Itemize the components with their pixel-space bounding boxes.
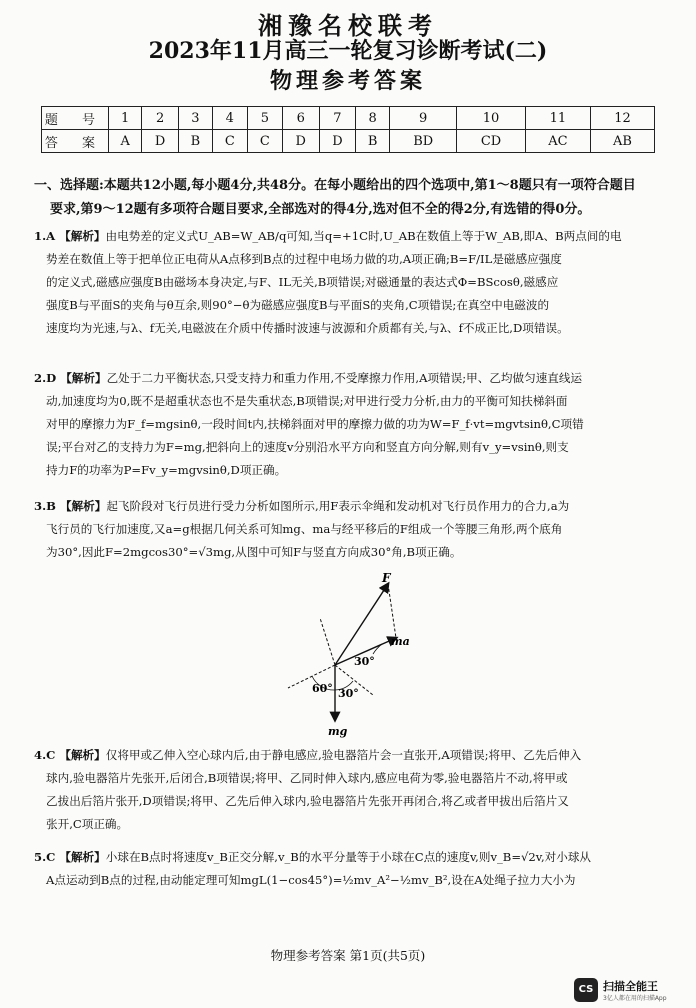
answer-row [42, 130, 655, 153]
question-number-cell: 3 [178, 107, 212, 130]
force-diagram [278, 570, 428, 738]
explanation-line: A点运动到B点的过程,由动能定理可知mgL(1−cos45°)=½mv_A²−½mv_B²,设在A处绳子拉力大小为 [46, 873, 576, 887]
answer-cell: C [247, 130, 282, 153]
explanation-line: 起飞阶段对飞行员进行受力分析如图所示,用F表示伞绳和发动机对飞行员作用力的合力,a为 [106, 499, 570, 513]
question-1-explanation [34, 225, 664, 340]
explanation-line: 乙处于二力平衡状态,只受支持力和重力作用,不受摩擦力作用,A项错误;甲、乙均做匀速直线运 [106, 371, 583, 385]
question-number-cell: 5 [247, 107, 282, 130]
question-4-explanation [34, 744, 664, 836]
explanation-line: 强度B与平面S的夹角与θ互余,则90°−θ为磁感应强度B与平面S的夹角,C项错误;在真空中电磁波的 [46, 298, 550, 312]
explanation-line: 误;平台对乙的支持力为F=mg,把斜向上的速度v分别沿水平方向和竖直方向分解,则有v_y=vsinθ,则支 [46, 440, 569, 454]
question-5-head: 5.C 【解析】 [34, 850, 106, 864]
scanner-slogan: 3亿人都在用的扫描App [603, 995, 667, 1002]
explanation-line: 为30°,因此F=2mgcos30°=√3mg,从图中可知F与竖直方向成30°角,B项正确。 [46, 545, 462, 559]
section-line: 要求,第9～12题有多项符合题目要求,全部选对的得4分,选对但不全的得2分,有选错的得0分。 [50, 202, 591, 217]
question-1-head: 1.A 【解析】 [34, 229, 106, 243]
question-3-head: 3.B 【解析】 [34, 499, 107, 513]
answer-cell: A [109, 130, 142, 153]
explanation-line: 乙拔出后箔片张开,D项错误;将甲、乙先后伸入球内,验电器箔片先张开再闭合,将乙或者甲拔出后箔片又 [46, 794, 569, 808]
question-3-explanation [34, 495, 664, 564]
explanation-line: 由电势差的定义式U_AB=W_AB/q可知,当q=+1C时,U_AB在数值上等于W_AB,即A、B两点间的电 [105, 229, 622, 243]
exam-name-title: 2023年11月高三一轮复习诊断考试(二) [148, 38, 548, 64]
exam-org-title: 湘豫名校联考 [258, 11, 438, 40]
answer-key-title: 物理参考答案 [269, 68, 426, 94]
section-instructions [34, 174, 664, 222]
question-2-explanation [34, 367, 664, 482]
explanation-line: 张开,C项正确。 [46, 817, 129, 831]
angle-label-bottom: 30° [338, 687, 359, 700]
dashed-guide-up [320, 618, 335, 665]
answer-cell: B [356, 130, 390, 153]
question-number-label: 题 号 [42, 107, 109, 130]
explanation-line: 球内,验电器箔片先张开,后闭合,B项错误;将甲、乙同时伸入球内,感应电荷为零,验电器箔片不动,将甲或 [46, 771, 568, 785]
explanation-line: 速度均为光速,与λ、f无关,电磁波在介质中传播时波速与波源和介质都有关,与λ、f不成正比,D项错误。 [46, 321, 569, 335]
label-ma: ma [391, 635, 410, 648]
question-2-head: 2.D 【解析】 [34, 371, 107, 385]
question-5-explanation [34, 846, 664, 892]
explanation-line: 仅将甲或乙伸入空心球内后,由于静电感应,验电器箔片会一直张开,A项错误;将甲、乙先后伸入 [105, 748, 582, 762]
answer-cell: AC [525, 130, 590, 153]
answer-label: 答 案 [42, 130, 109, 153]
scanner-logo-icon: CS [574, 978, 598, 1002]
question-number-cell: 7 [319, 107, 356, 130]
scanner-watermark [574, 978, 692, 1004]
explanation-line: 动,加速度均为0,既不是超重状态也不是失重状态,B项错误;对甲进行受力分析,由力的平衡可知扶梯斜面 [46, 394, 568, 408]
question-number-cell: 9 [390, 107, 457, 130]
label-F: F [382, 571, 391, 585]
question-number-cell: 10 [457, 107, 525, 130]
angle-label-top: 30° [354, 655, 375, 668]
explanation-line: 势差在数值上等于把单位正电荷从A点移到B点的过程中电场力做的功,A项正确;B=F/IL是磁感应强度 [46, 252, 562, 266]
question-number-cell: 8 [356, 107, 390, 130]
angle-label-left: 60° [312, 682, 333, 695]
scanner-brand: 扫描全能王 [603, 980, 658, 993]
answer-cell: D [142, 130, 179, 153]
explanation-line: 飞行员的飞行加速度,又a=g根据几何关系可知mg、ma与经平移后的F组成一个等腰三角形,两个底角 [46, 522, 563, 536]
label-mg: mg [328, 725, 348, 738]
question-number-cell: 6 [282, 107, 319, 130]
answer-cell: AB [590, 130, 654, 153]
translated-line [388, 584, 396, 638]
question-number-cell: 4 [212, 107, 247, 130]
explanation-line: 持力F的功率为P=Fv_y=mgvsinθ,D项正确。 [46, 463, 287, 477]
answer-cell: CD [457, 130, 525, 153]
page-footer: 物理参考答案 第1页(共5页) [270, 948, 426, 963]
question-number-cell: 1 [109, 107, 142, 130]
answer-cell: D [319, 130, 356, 153]
explanation-line: 的定义式,磁感应强度B由磁场本身决定,与F、IL无关,B项错误;对磁通量的表达式Φ=BScosθ,磁感应 [46, 275, 559, 289]
explanation-line: 对甲的摩擦力为F_f=mgsinθ,一段时间t内,扶梯斜面对甲的摩擦力做的功为W=F_f·vt=mgvtsinθ,C项错 [46, 417, 584, 431]
question-number-cell: 2 [142, 107, 179, 130]
answer-cell: BD [390, 130, 457, 153]
answer-cell: C [212, 130, 247, 153]
question-number-cell: 11 [525, 107, 590, 130]
question-number-row [42, 107, 655, 130]
section-line: 一、选择题:本题共12小题,每小题4分,共48分。在每小题给出的四个选项中,第1～8题只有一项符合题目 [34, 178, 636, 193]
answer-cell: B [178, 130, 212, 153]
question-number-cell: 12 [590, 107, 654, 130]
answer-table [41, 106, 655, 153]
explanation-line: 小球在B点时将速度v_B正交分解,v_B的水平分量等于小球在C点的速度v,则v_B=√2v,对小球从 [105, 850, 592, 864]
answer-cell: D [282, 130, 319, 153]
question-4-head: 4.C 【解析】 [34, 748, 106, 762]
